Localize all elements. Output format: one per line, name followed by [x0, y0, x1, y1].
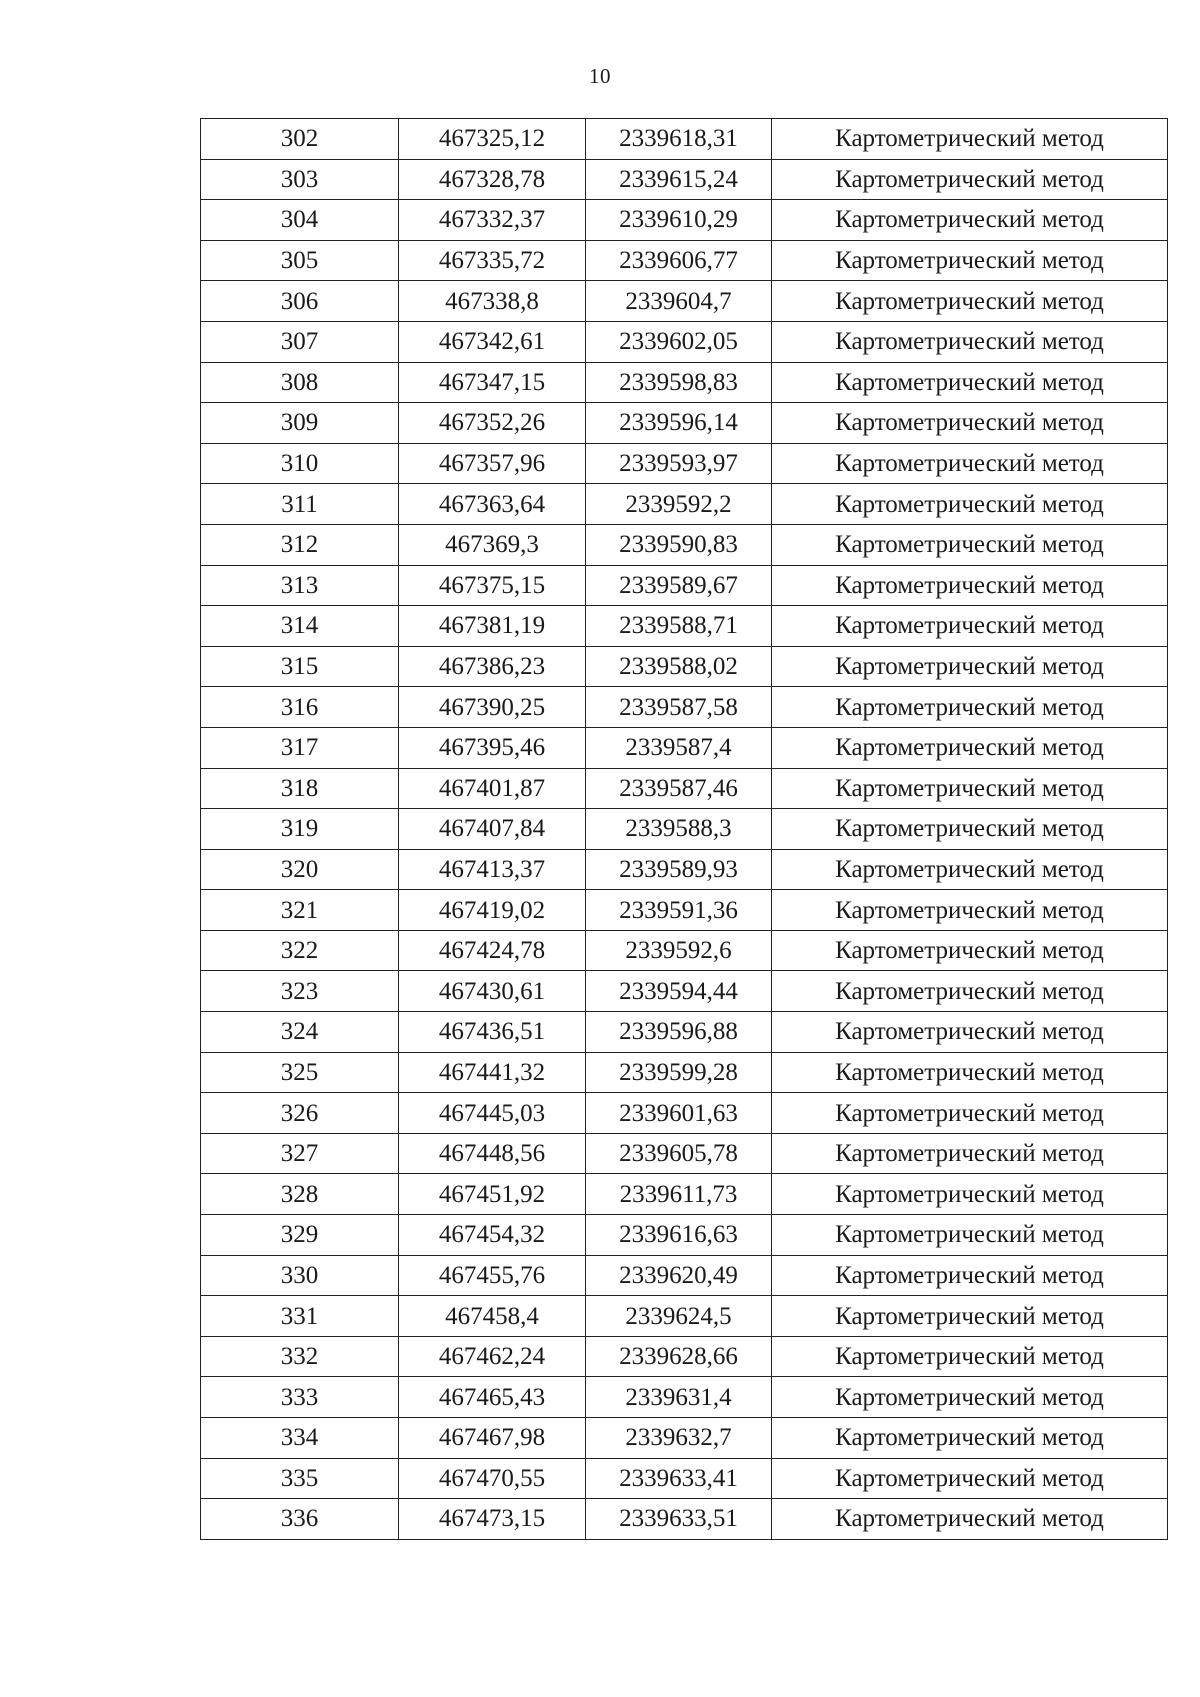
x-coordinate-cell: 467347,15	[399, 362, 586, 403]
method-cell: Картометрический метод	[772, 1418, 1168, 1459]
x-coordinate-cell: 467381,19	[399, 606, 586, 647]
y-coordinate-cell: 2339599,28	[586, 1052, 772, 1093]
table-row	[201, 606, 1168, 647]
y-coordinate-cell: 2339594,44	[586, 971, 772, 1012]
point-number-cell: 303	[201, 159, 399, 200]
table-row	[201, 200, 1168, 241]
point-number-cell: 335	[201, 1458, 399, 1499]
point-number-cell: 333	[201, 1377, 399, 1418]
method-cell: Картометрический метод	[772, 119, 1168, 160]
method-cell: Картометрический метод	[772, 362, 1168, 403]
y-coordinate-cell: 2339587,46	[586, 768, 772, 809]
x-coordinate-cell: 467357,96	[399, 443, 586, 484]
method-cell: Картометрический метод	[772, 159, 1168, 200]
x-coordinate-cell: 467401,87	[399, 768, 586, 809]
x-coordinate-cell: 467451,92	[399, 1174, 586, 1215]
method-cell: Картометрический метод	[772, 930, 1168, 971]
point-number-cell: 332	[201, 1336, 399, 1377]
method-cell: Картометрический метод	[772, 1377, 1168, 1418]
point-number-cell: 314	[201, 606, 399, 647]
x-coordinate-cell: 467332,37	[399, 200, 586, 241]
point-number-cell: 305	[201, 240, 399, 281]
method-cell: Картометрический метод	[772, 1012, 1168, 1053]
table-row	[201, 443, 1168, 484]
x-coordinate-cell: 467455,76	[399, 1255, 586, 1296]
page-number: 10	[589, 64, 611, 88]
method-cell: Картометрический метод	[772, 1458, 1168, 1499]
table-row	[201, 890, 1168, 931]
x-coordinate-cell: 467352,26	[399, 403, 586, 444]
x-coordinate-cell: 467338,8	[399, 281, 586, 322]
y-coordinate-cell: 2339587,58	[586, 687, 772, 728]
table-row	[201, 1052, 1168, 1093]
point-number-cell: 304	[201, 200, 399, 241]
point-number-cell: 311	[201, 484, 399, 525]
point-number-cell: 315	[201, 646, 399, 687]
x-coordinate-cell: 467386,23	[399, 646, 586, 687]
y-coordinate-cell: 2339596,14	[586, 403, 772, 444]
method-cell: Картометрический метод	[772, 565, 1168, 606]
table-row	[201, 1174, 1168, 1215]
table-row	[201, 403, 1168, 444]
method-cell: Картометрический метод	[772, 240, 1168, 281]
x-coordinate-cell: 467395,46	[399, 727, 586, 768]
point-number-cell: 331	[201, 1296, 399, 1337]
y-coordinate-cell: 2339591,36	[586, 890, 772, 931]
table-row	[201, 1133, 1168, 1174]
y-coordinate-cell: 2339592,6	[586, 930, 772, 971]
point-number-cell: 325	[201, 1052, 399, 1093]
y-coordinate-cell: 2339605,78	[586, 1133, 772, 1174]
point-number-cell: 321	[201, 890, 399, 931]
point-number-cell: 316	[201, 687, 399, 728]
table-row	[201, 362, 1168, 403]
point-number-cell: 326	[201, 1093, 399, 1134]
x-coordinate-cell: 467467,98	[399, 1418, 586, 1459]
method-cell: Картометрический метод	[772, 1133, 1168, 1174]
x-coordinate-cell: 467458,4	[399, 1296, 586, 1337]
point-number-cell: 313	[201, 565, 399, 606]
method-cell: Картометрический метод	[772, 524, 1168, 565]
y-coordinate-cell: 2339588,71	[586, 606, 772, 647]
y-coordinate-cell: 2339616,63	[586, 1215, 772, 1256]
table-row	[201, 1377, 1168, 1418]
x-coordinate-cell: 467470,55	[399, 1458, 586, 1499]
y-coordinate-cell: 2339631,4	[586, 1377, 772, 1418]
table-row	[201, 159, 1168, 200]
method-cell: Картометрический метод	[772, 1215, 1168, 1256]
point-number-cell: 327	[201, 1133, 399, 1174]
table-row	[201, 281, 1168, 322]
method-cell: Картометрический метод	[772, 687, 1168, 728]
y-coordinate-cell: 2339615,24	[586, 159, 772, 200]
table-row	[201, 646, 1168, 687]
y-coordinate-cell: 2339628,66	[586, 1336, 772, 1377]
y-coordinate-cell: 2339589,67	[586, 565, 772, 606]
table-row	[201, 1418, 1168, 1459]
table-row	[201, 1296, 1168, 1337]
method-cell: Картометрический метод	[772, 809, 1168, 850]
table-row	[201, 1255, 1168, 1296]
table-row	[201, 240, 1168, 281]
x-coordinate-cell: 467407,84	[399, 809, 586, 850]
x-coordinate-cell: 467441,32	[399, 1052, 586, 1093]
y-coordinate-cell: 2339624,5	[586, 1296, 772, 1337]
point-number-cell: 336	[201, 1499, 399, 1540]
table-row	[201, 1093, 1168, 1134]
point-number-cell: 317	[201, 727, 399, 768]
y-coordinate-cell: 2339592,2	[586, 484, 772, 525]
point-number-cell: 320	[201, 849, 399, 890]
table-row	[201, 565, 1168, 606]
point-number-cell: 308	[201, 362, 399, 403]
table-row	[201, 930, 1168, 971]
table-row	[201, 809, 1168, 850]
table-row	[201, 971, 1168, 1012]
point-number-cell: 334	[201, 1418, 399, 1459]
method-cell: Картометрический метод	[772, 1499, 1168, 1540]
method-cell: Картометрический метод	[772, 971, 1168, 1012]
y-coordinate-cell: 2339598,83	[586, 362, 772, 403]
method-cell: Картометрический метод	[772, 443, 1168, 484]
table-row	[201, 119, 1168, 160]
point-number-cell: 322	[201, 930, 399, 971]
point-number-cell: 318	[201, 768, 399, 809]
x-coordinate-cell: 467436,51	[399, 1012, 586, 1053]
y-coordinate-cell: 2339604,7	[586, 281, 772, 322]
point-number-cell: 312	[201, 524, 399, 565]
method-cell: Картометрический метод	[772, 606, 1168, 647]
y-coordinate-cell: 2339596,88	[586, 1012, 772, 1053]
x-coordinate-cell: 467342,61	[399, 321, 586, 362]
coordinates-table-body	[201, 119, 1168, 1540]
method-cell: Картометрический метод	[772, 890, 1168, 931]
table-row	[201, 321, 1168, 362]
method-cell: Картометрический метод	[772, 200, 1168, 241]
x-coordinate-cell: 467335,72	[399, 240, 586, 281]
y-coordinate-cell: 2339611,73	[586, 1174, 772, 1215]
y-coordinate-cell: 2339588,02	[586, 646, 772, 687]
y-coordinate-cell: 2339618,31	[586, 119, 772, 160]
y-coordinate-cell: 2339589,93	[586, 849, 772, 890]
table-row	[201, 1336, 1168, 1377]
method-cell: Картометрический метод	[772, 1052, 1168, 1093]
point-number-cell: 302	[201, 119, 399, 160]
y-coordinate-cell: 2339633,51	[586, 1499, 772, 1540]
method-cell: Картометрический метод	[772, 1296, 1168, 1337]
y-coordinate-cell: 2339587,4	[586, 727, 772, 768]
point-number-cell: 324	[201, 1012, 399, 1053]
table-row	[201, 1499, 1168, 1540]
table-row	[201, 849, 1168, 890]
table-row	[201, 1458, 1168, 1499]
x-coordinate-cell: 467390,25	[399, 687, 586, 728]
method-cell: Картометрический метод	[772, 484, 1168, 525]
y-coordinate-cell: 2339601,63	[586, 1093, 772, 1134]
point-number-cell: 328	[201, 1174, 399, 1215]
x-coordinate-cell: 467325,12	[399, 119, 586, 160]
point-number-cell: 309	[201, 403, 399, 444]
method-cell: Картометрический метод	[772, 646, 1168, 687]
y-coordinate-cell: 2339633,41	[586, 1458, 772, 1499]
y-coordinate-cell: 2339602,05	[586, 321, 772, 362]
method-cell: Картометрический метод	[772, 1255, 1168, 1296]
y-coordinate-cell: 2339610,29	[586, 200, 772, 241]
y-coordinate-cell: 2339606,77	[586, 240, 772, 281]
point-number-cell: 323	[201, 971, 399, 1012]
x-coordinate-cell: 467363,64	[399, 484, 586, 525]
x-coordinate-cell: 467462,24	[399, 1336, 586, 1377]
y-coordinate-cell: 2339590,83	[586, 524, 772, 565]
x-coordinate-cell: 467328,78	[399, 159, 586, 200]
y-coordinate-cell: 2339632,7	[586, 1418, 772, 1459]
table-row	[201, 768, 1168, 809]
method-cell: Картометрический метод	[772, 321, 1168, 362]
table-row	[201, 727, 1168, 768]
point-number-cell: 310	[201, 443, 399, 484]
y-coordinate-cell: 2339588,3	[586, 809, 772, 850]
x-coordinate-cell: 467424,78	[399, 930, 586, 971]
x-coordinate-cell: 467430,61	[399, 971, 586, 1012]
table-row	[201, 484, 1168, 525]
table-row	[201, 1012, 1168, 1053]
table-row	[201, 1215, 1168, 1256]
x-coordinate-cell: 467448,56	[399, 1133, 586, 1174]
x-coordinate-cell: 467369,3	[399, 524, 586, 565]
y-coordinate-cell: 2339593,97	[586, 443, 772, 484]
method-cell: Картометрический метод	[772, 1093, 1168, 1134]
x-coordinate-cell: 467375,15	[399, 565, 586, 606]
x-coordinate-cell: 467465,43	[399, 1377, 586, 1418]
point-number-cell: 306	[201, 281, 399, 322]
method-cell: Картометрический метод	[772, 403, 1168, 444]
method-cell: Картометрический метод	[772, 849, 1168, 890]
x-coordinate-cell: 467473,15	[399, 1499, 586, 1540]
method-cell: Картометрический метод	[772, 768, 1168, 809]
table-row	[201, 524, 1168, 565]
y-coordinate-cell: 2339620,49	[586, 1255, 772, 1296]
point-number-cell: 329	[201, 1215, 399, 1256]
point-number-cell: 307	[201, 321, 399, 362]
x-coordinate-cell: 467454,32	[399, 1215, 586, 1256]
point-number-cell: 330	[201, 1255, 399, 1296]
method-cell: Картометрический метод	[772, 1174, 1168, 1215]
coordinates-table	[200, 118, 1168, 1540]
point-number-cell: 319	[201, 809, 399, 850]
method-cell: Картометрический метод	[772, 727, 1168, 768]
x-coordinate-cell: 467413,37	[399, 849, 586, 890]
x-coordinate-cell: 467445,03	[399, 1093, 586, 1134]
table-row	[201, 687, 1168, 728]
method-cell: Картометрический метод	[772, 281, 1168, 322]
method-cell: Картометрический метод	[772, 1336, 1168, 1377]
x-coordinate-cell: 467419,02	[399, 890, 586, 931]
